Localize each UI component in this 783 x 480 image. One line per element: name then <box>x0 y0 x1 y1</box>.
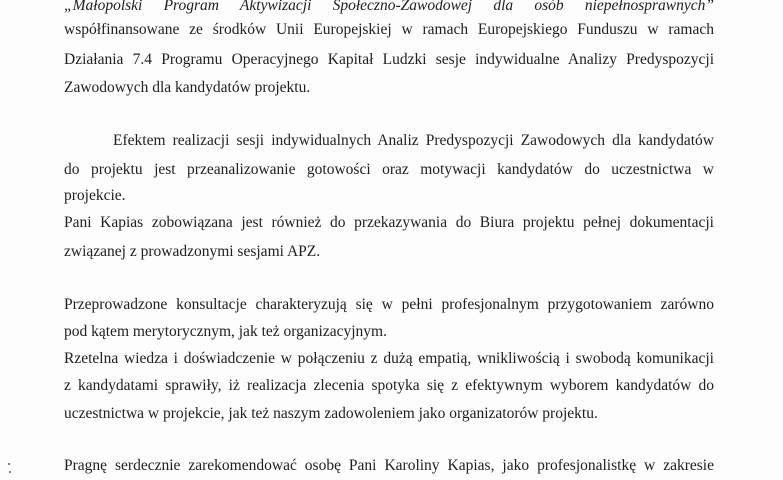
scan-speck <box>8 463 10 465</box>
paragraph-4-line-2: pod kątem merytorycznym, jak też organizacyjnym. <box>64 323 387 340</box>
paragraph-2-line-3: projekcie. <box>64 187 126 204</box>
paragraph-4-line-1: Przeprowadzone konsultacje charakteryzują się w pełni profesjonalnym przygotowaniem zarówno <box>64 296 714 313</box>
paragraph-2-line-1: Efektem realizacji sesji indywidualnych Analiz Predyspozycji Zawodowych dla kandydatów <box>113 132 714 149</box>
paragraph-1-line-2: współfinansowane ze środków Unii Europejskiej w ramach Europejskiego Funduszu w ramach <box>64 21 714 38</box>
paragraph-5-line-3: uczestnictwa w projekcie, jak też naszym zadowoleniem jako organizatorów projektu. <box>64 405 598 422</box>
scan-speck <box>9 471 11 473</box>
paragraph-6-line-1: Pragnę serdecznie zarekomendować osobę Pani Karoliny Kapias, jako profesjonalistkę w zakresie <box>64 457 714 474</box>
program-title-line: „Małopolski Program Aktywizacji Społeczno-Zawodowej dla osób niepełnosprawnych” <box>64 0 714 14</box>
paragraph-1-line-4: Zawodowych dla kandydatów projektu. <box>64 79 311 96</box>
paragraph-2-line-2: do projektu jest przeanalizowanie gotowości oraz motywacji kandydatów do uczestnictwa w <box>64 161 714 178</box>
paragraph-5-line-2: z kandydatami sprawiły, iż realizacja zlecenia spotyka się z efektywnym wyborem kandydatów do <box>64 377 714 394</box>
paragraph-5-line-1: Rzetelna wiedza i doświadczenie w połączeniu z dużą empatią, wnikliwością i swobodą komunikacji <box>64 350 714 367</box>
paragraph-3-line-2: związanej z prowadzonymi sesjami APZ. <box>64 243 321 260</box>
paragraph-1-line-3: Działania 7.4 Programu Operacyjnego Kapitał Ludzki sesje indywidualne Analizy Predyspozycji <box>64 51 714 68</box>
paragraph-3-line-1: Pani Kapias zobowiązana jest również do przekazywania do Biura projektu pełnej dokumentacji <box>64 214 714 231</box>
